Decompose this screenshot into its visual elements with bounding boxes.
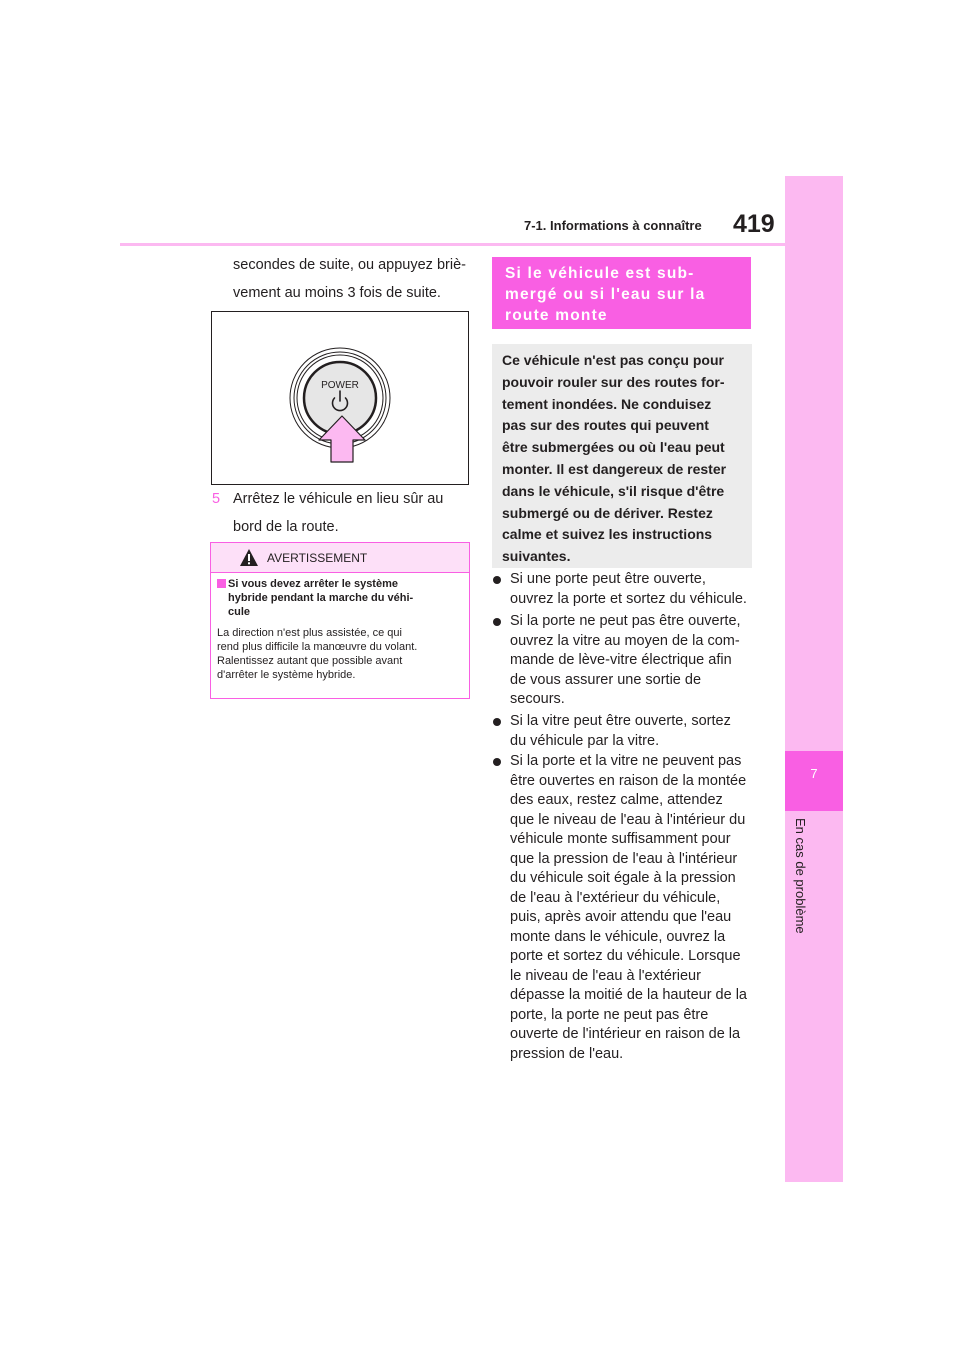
bullet-line: que la pression de l'eau à l'intérieur bbox=[510, 850, 738, 867]
header-rule bbox=[120, 243, 785, 246]
bullet-line: de vous assurer une sortie de bbox=[510, 671, 702, 688]
section-heading-line: route monte bbox=[505, 307, 608, 324]
bullet-line: Si une porte peut être ouverte, bbox=[510, 571, 706, 587]
caution-line: submergé ou de dériver. Restez bbox=[502, 504, 713, 521]
caution-line: tement inondées. Ne conduisez bbox=[502, 395, 712, 412]
caution-line: monter. Il est dangereux de rester bbox=[502, 460, 727, 477]
caution-line: suivantes. bbox=[502, 548, 571, 565]
intro-paragraph bbox=[233, 253, 473, 305]
bullet-dot-icon bbox=[493, 758, 501, 766]
bullet-line: des eaux, restez calme, attendez bbox=[510, 792, 723, 808]
bullet-line: du véhicule soit égale à la pression bbox=[510, 870, 736, 886]
chapter-title: En cas de problème bbox=[793, 818, 808, 934]
bullet-line: Si la porte et la vitre ne peuvent pas bbox=[510, 753, 742, 769]
step-5 bbox=[212, 487, 474, 539]
caution-line: pas sur des routes qui peuvent bbox=[502, 417, 709, 434]
caution-line: dans le véhicule, s'il risque d'être bbox=[502, 482, 725, 499]
warning-header bbox=[211, 543, 469, 573]
intro-line: secondes de suite, ou appuyez briè- bbox=[233, 257, 466, 273]
bullet-item bbox=[493, 612, 755, 710]
warning-subtitle-line: cule bbox=[228, 606, 251, 618]
bullet-dot-icon bbox=[493, 618, 501, 626]
bullet-line: véhicule monte suffisamment pour bbox=[510, 831, 731, 847]
bullet-line: du véhicule par la vitre. bbox=[510, 732, 660, 749]
warning-subtitle-line: Si vous devez arrêter le système bbox=[228, 578, 398, 590]
warning-body-line: La direction n'est plus assistée, ce qui bbox=[217, 627, 402, 639]
warning-subtitle bbox=[217, 577, 465, 619]
power-button-illustration bbox=[212, 312, 470, 486]
chapter-title-vertical bbox=[780, 818, 820, 943]
bullet-line: de l'eau à l'extérieur du véhicule, bbox=[510, 889, 721, 906]
bullet-line: ouverte de l'intérieur en raison de la bbox=[510, 1026, 741, 1042]
square-bullet-icon bbox=[217, 579, 226, 588]
warning-subtitle-line: hybride pendant la marche du véhi- bbox=[228, 592, 414, 604]
caution-line: Ce véhicule n'est pas conçu pour bbox=[502, 352, 724, 368]
bullet-line: ouvrez la vitre au moyen de la com- bbox=[510, 632, 740, 649]
step-number: 5 bbox=[212, 491, 221, 507]
bullet-item bbox=[493, 752, 755, 1064]
warning-box bbox=[210, 542, 470, 699]
caution-line: pouvoir rouler sur des routes for- bbox=[502, 373, 725, 390]
warning-body bbox=[217, 626, 467, 682]
step-line: bord de la route. bbox=[233, 519, 339, 535]
warning-triangle-icon bbox=[239, 548, 259, 567]
caution-line: calme et suivez les instructions bbox=[502, 526, 713, 543]
bullet-line: puis, après avoir attendu que l'eau bbox=[510, 909, 732, 925]
bullet-line: le niveau de l'eau à l'extérieur bbox=[510, 967, 701, 984]
bullet-item bbox=[493, 570, 755, 609]
intro-line: vement au moins 3 fois de suite. bbox=[233, 285, 441, 301]
bullet-line: ouvrez la porte et sortez du véhicule. bbox=[510, 590, 747, 607]
bullet-dot-icon bbox=[493, 576, 501, 584]
section-heading-line: Si le véhicule est sub- bbox=[505, 265, 695, 282]
chapter-side-tab bbox=[785, 176, 843, 1182]
section-heading-line: mergé ou si l'eau sur la bbox=[505, 286, 706, 303]
chapter-number: 7 bbox=[810, 766, 818, 781]
bullet-line: monte dans le véhicule, ouvrez la bbox=[510, 928, 726, 945]
warning-body-line: rend plus difficile la manœuvre du volant. bbox=[217, 641, 418, 653]
bullet-line: porte, la porte ne peut pas être bbox=[510, 1006, 709, 1023]
bullet-line: que le niveau de l'eau à l'intérieur du bbox=[510, 811, 746, 828]
bullet-line: être ouvertes en raison de la montée bbox=[510, 772, 747, 789]
bullet-line: porte et sortez du véhicule. Lorsque bbox=[510, 948, 741, 964]
caution-box bbox=[492, 344, 752, 568]
power-button-figure bbox=[211, 311, 469, 485]
section-heading bbox=[492, 257, 751, 329]
section-title: 7-1. Informations à connaître bbox=[524, 218, 702, 233]
bullet-dot-icon bbox=[493, 718, 501, 726]
warning-body-line: d'arrêter le système hybride. bbox=[217, 669, 356, 681]
chapter-tab-active bbox=[785, 751, 843, 811]
power-button-label: POWER bbox=[321, 380, 359, 391]
caution-line: être submergées ou où l'eau peut bbox=[502, 439, 725, 456]
bullet-line: Si la vitre peut être ouverte, sortez bbox=[510, 713, 731, 729]
warning-title: AVERTISSEMENT bbox=[267, 551, 368, 565]
bullet-line: secours. bbox=[510, 691, 565, 707]
bullet-line: pression de l'eau. bbox=[510, 1045, 624, 1062]
step-line: Arrêtez le véhicule en lieu sûr au bbox=[233, 491, 444, 507]
bullet-line: dépasse la moitié de la hauteur de la bbox=[510, 987, 747, 1003]
bullet-item bbox=[493, 712, 755, 751]
warning-body-line: Ralentissez autant que possible avant bbox=[217, 655, 403, 667]
bullet-line: mande de lève-vitre électrique afin bbox=[510, 652, 732, 668]
bullet-line: Si la porte ne peut pas être ouverte, bbox=[510, 613, 741, 629]
page-number: 419 bbox=[733, 210, 775, 238]
